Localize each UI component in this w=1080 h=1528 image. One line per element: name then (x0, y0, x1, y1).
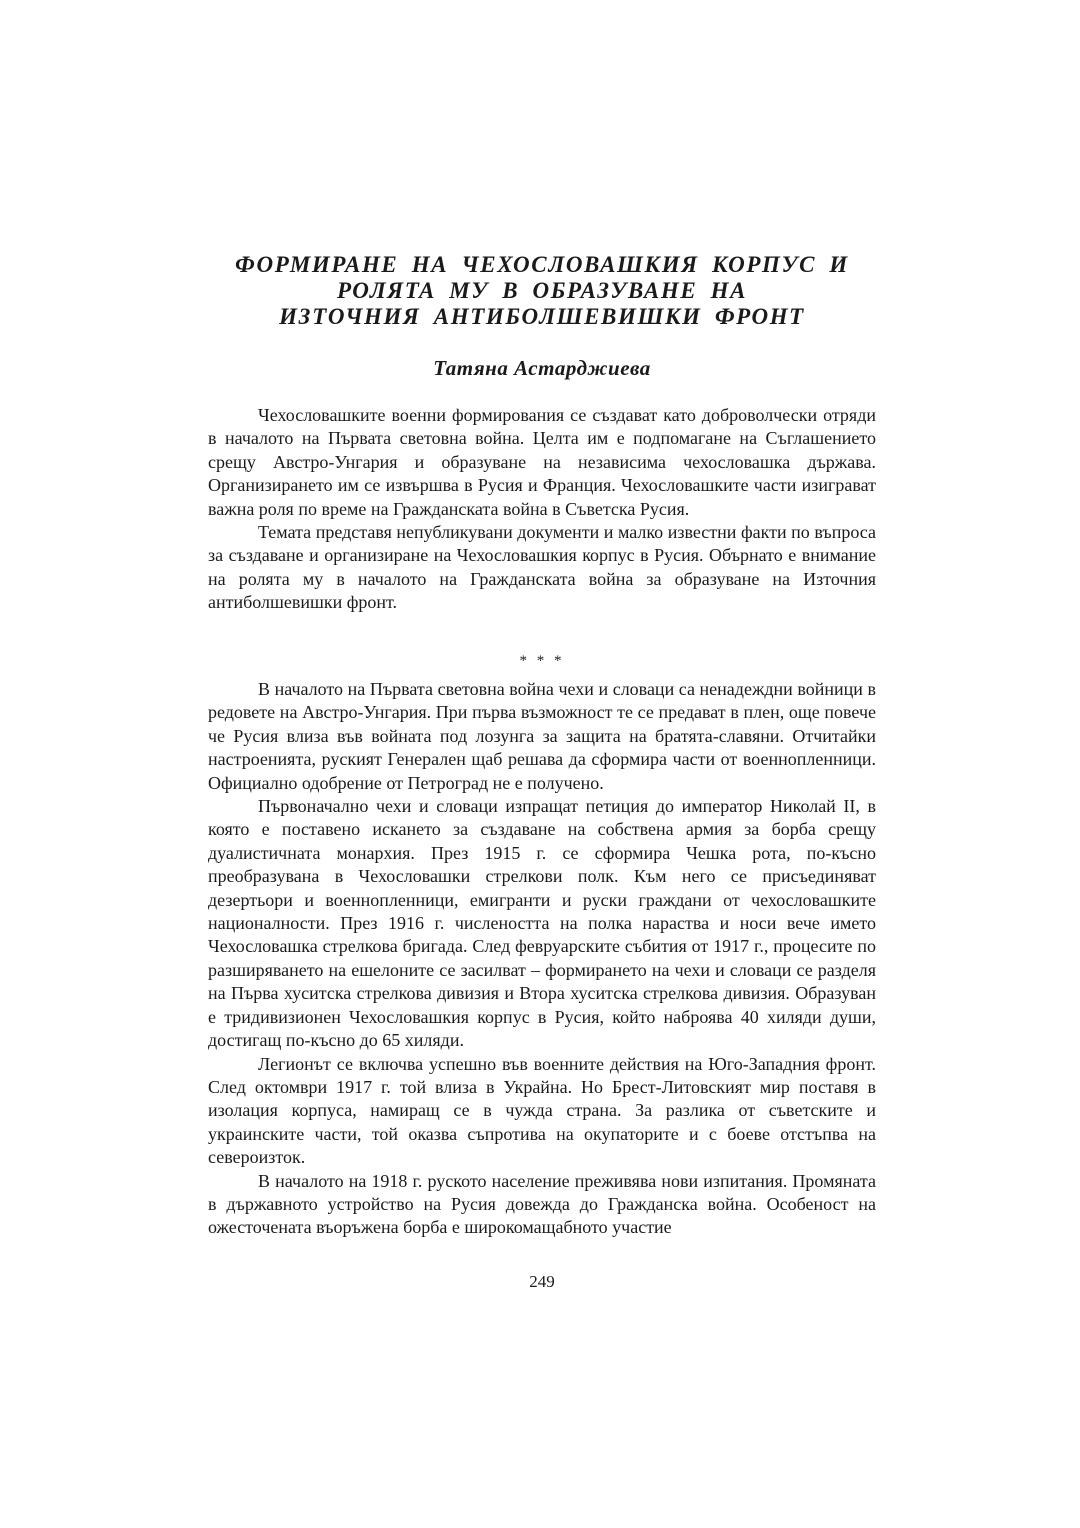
title-line-1: ФОРМИРАНЕ НА ЧЕХОСЛОВАШКИЯ КОРПУС И (235, 252, 849, 277)
page-number: 249 (529, 1272, 555, 1291)
abstract-paragraph: Чехословашките военни формирования се създават като доброволчески отряди в началото на Първата световна война. Целта им е подпомагане на Съглашението срещу Австро-Унгария и образуване на независима чехословашка държава. Организирането им се извършва в Русия и Франция. Чехословашките части изиграват важна роля по време на Гражданската война в Съветска Русия. (208, 405, 876, 519)
article-title (208, 252, 876, 330)
body-paragraph: Първоначално чехи и словаци изпращат петиция до император Николай II, в която е поставено искането за създаване на собствена армия за борба срещу дуалистичната монархия. През 1915 г. се сформира Чешка рота, по-късно преобразувана в Чехословашки стрелкови полк. Към него се присъединяват дезертьори и военнопленници, емигранти и руски граждани от чехословашките националности. През 1916 г. числеността на полка нараства и носи вече името Чехословашка стрелкова бригада. След февруарските събития от 1917 г., процесите по разширяването на ешелоните се засилват – формирането на чехи и словаци се разделя на Първа хуситска стрелкова дивизия и Втора хуситска стрелкова дивизия. Образуван е тридивизионен Чехословашкия корпус в Русия, който наброява 40 хиляди души, достигащ по-късно до 65 хиляди. (208, 796, 876, 1051)
body-paragraph: В началото на 1918 г. руското население преживява нови изпитания. Промяната в държавното устройство на Русия довежда до Гражданска война. Особеност на ожесточената въоръжена борба е широкомащабното участие (208, 1170, 876, 1238)
body-paragraph: В началото на Първата световна война чехи и словаци са ненадеждни войници в редовете на Австро-Унгария. При първа възможност те се предават в плен, още повече че Русия влиза във войната под лозунга за защита на братята-славяни. Отчитайки настроенията, руският Генерален щаб решава да сформира части от военнопленници. Официално одобрение от Петроград не е получено. (208, 679, 876, 793)
title-line-3: ИЗТОЧНИЯ АНТИБОЛШЕВИШКИ ФРОНТ (279, 304, 805, 329)
author-name: Татяна Астарджиева (433, 356, 651, 380)
title-line-2: РОЛЯТА МУ В ОБРАЗУВАНЕ НА (336, 278, 748, 303)
abstract (208, 404, 876, 615)
section-separator: * * * (519, 653, 565, 669)
body-paragraph: Легионът се включва успешно във военните действия на Юго-Западния фронт. След октомври 1917 г. той влиза в Украйна. Но Брест-Литовският мир поставя в изолация корпуса, намиращ се в чужда страна. За разлика от съветските и украинските части, той оказва съпротива на окупаторите и с боеве отстъпва на североизток. (208, 1053, 876, 1168)
article-body (208, 678, 876, 1240)
abstract-paragraph: Темата представя непубликувани документи и малко известни факти по въпроса за създаване и организиране на Чехословашкия корпус в Русия. Обърнато е внимание на ролята му в началото на Гражданската война за образуване на Източния антиболшевишки фронт. (208, 522, 876, 613)
